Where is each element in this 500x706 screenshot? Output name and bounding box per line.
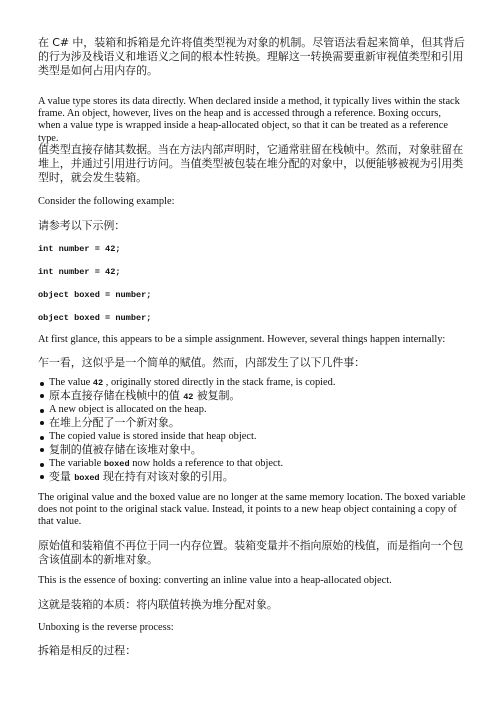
original-paragraph-zh: 原始值和装箱值不再位于同一内存位置。装箱变量并不指向原始的栈值，而是指向一个包含该值副本的新堆对象。: [38, 539, 464, 566]
bullet-icon: [40, 436, 44, 440]
value-type-paragraph-en: A value type stores its data directly. When declared inside a method, it typically lives within the stack frame. An object, however, lives on the heap and is accessed through a reference. Boxing occurs, when a value type is wrapped inside a heap-allocated object, so that it can be treated as a reference type.: [38, 96, 460, 144]
code-line: object boxed = number;: [38, 313, 152, 323]
intro-paragraph-zh: 在 C# 中，装箱和拆箱是允许将值类型视为对象的机制。尽管语法看起来简单，但其背后的行为涉及栈语义和堆语义之间的根本性转换。理解这一转换需要重新审视值类型和引用类型是如何占用内存的。: [38, 36, 465, 77]
code-line: object boxed = number;: [38, 290, 152, 300]
bullet-icon: [40, 409, 44, 413]
bullet-icon: [40, 463, 44, 467]
essence-paragraph-en: This is the essence of boxing: converting an inline value into a heap-allocated object.: [38, 575, 392, 586]
value-type-paragraph-zh: 值类型直接存储其数据。当在方法内部声明时，它通常驻留在栈帧中。然而，对象驻留在堆上，并通过引用进行访问。当值类型被包装在堆分配的对象中，以便能够被视为引用类型时，就会发生装箱。: [38, 143, 464, 184]
code-line: int number = 42;: [38, 244, 121, 254]
original-paragraph-en: The original value and the boxed value are no longer at the same memory location. The boxed variable does not point to the original stack value. Instead, it points to a new heap object containing a copy of that value.: [38, 492, 466, 528]
bullet-icon: [40, 448, 44, 452]
essence-paragraph-zh: 这就是装箱的本质：将内联值转换为堆分配对象。: [38, 598, 278, 611]
bullet-icon: [40, 421, 44, 425]
example-intro-en: Consider the following example:: [38, 196, 175, 207]
unboxing-paragraph-en: Unboxing is the reverse process:: [38, 622, 174, 633]
unboxing-paragraph-zh: 拆箱是相反的过程：: [38, 644, 137, 657]
glance-paragraph-zh: 乍一看，这似乎是一个简单的赋值。然而，内部发生了以下几件事：: [38, 356, 365, 369]
bullet-icon: [40, 394, 44, 398]
glance-paragraph-en: At first glance, this appears to be a simple assignment. However, several things happen internally:: [38, 334, 446, 345]
example-intro-zh: 请参考以下示例：: [38, 219, 126, 232]
bullet-icon: [40, 382, 44, 386]
bullet-icon: [40, 475, 44, 479]
code-line: int number = 42;: [38, 267, 121, 277]
